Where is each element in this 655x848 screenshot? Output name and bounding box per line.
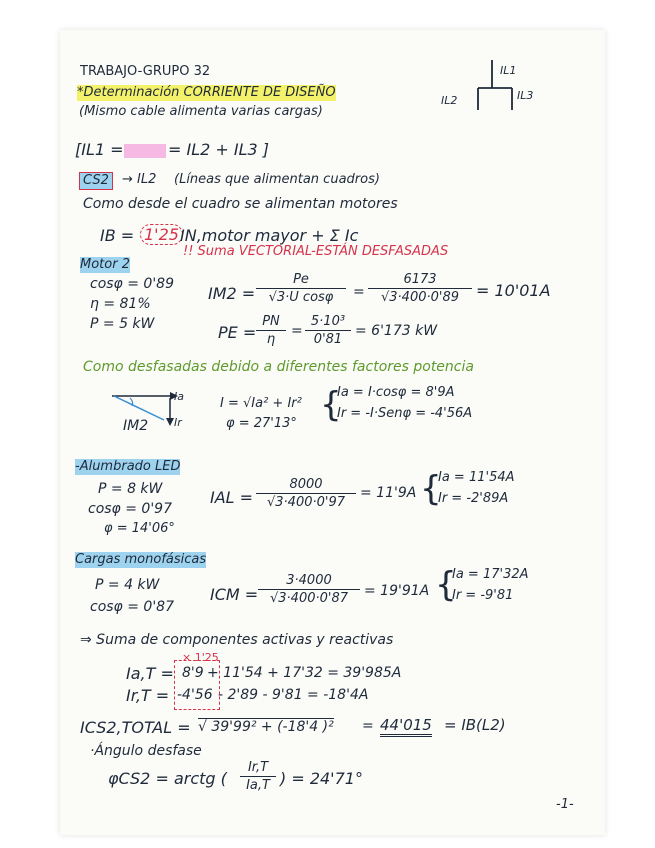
page-number: -1- xyxy=(556,797,574,812)
motor2-title: Motor 2 xyxy=(80,257,130,272)
eq-il1-left: [IL1 = xyxy=(75,140,124,159)
brace: { xyxy=(320,385,342,425)
ir-eq: Ir = -I·Senφ = -4'56A xyxy=(337,406,473,421)
mono-title: Cargas monofásicas xyxy=(75,552,207,567)
factor-125: × 1'25 xyxy=(182,651,219,664)
brace: { xyxy=(435,565,457,605)
led-ia: Ia = 11'54A xyxy=(438,470,515,485)
angle-result: ) = 24'71° xyxy=(280,769,363,788)
phi-eq: φ = 27'13° xyxy=(226,416,297,431)
section-heading-design-current: *Determinación CORRIENTE DE DISEÑO xyxy=(77,85,336,100)
iat-rest: + 11'54 + 17'32 = 39'985A xyxy=(207,665,402,681)
phi-cs2-label: φCS2 = arctg ( xyxy=(108,769,227,788)
pe-den: η xyxy=(266,332,276,347)
icm-num: 3·4000 xyxy=(286,573,332,588)
pe-label: PE = xyxy=(218,323,257,342)
cs2-note: (Líneas que alimentan cuadros) xyxy=(174,172,380,187)
total-ib: = IB(L2) xyxy=(444,716,506,734)
total-label: ICS2,TOTAL = xyxy=(80,718,191,737)
pe-fraction-numeric xyxy=(305,314,351,347)
irt-rest: - 2'89 - 9'81 = -18'4A xyxy=(218,687,369,703)
pe-fraction-symbolic xyxy=(256,314,286,347)
fraction-bar xyxy=(305,330,351,331)
im2-fraction-symbolic xyxy=(256,272,346,305)
irt-label: Ir,T = xyxy=(126,686,170,705)
motor2-power: P = 5 kW xyxy=(90,316,155,332)
irt-boxed: -4'56 xyxy=(177,687,213,703)
motor2-eta: η = 81% xyxy=(90,296,151,312)
equals-sign: = xyxy=(353,284,365,300)
phasor-ia: Ia xyxy=(174,390,184,403)
mono-power: P = 4 kW xyxy=(95,577,160,593)
fraction-bar xyxy=(256,288,346,289)
ib-prefix: IB = xyxy=(100,226,135,245)
cs2-arrow-il2: → IL2 xyxy=(122,172,157,187)
eq-il1-right: = IL2 + IL3 ] xyxy=(168,140,270,159)
arctg-den: Ia,T xyxy=(246,778,270,793)
total-value: 44'015 xyxy=(380,716,432,737)
total-sqrt: √ 39'99² + (-18'4 )² xyxy=(198,719,334,735)
fraction-bar xyxy=(256,493,356,494)
angle-title: ·Ángulo desfase xyxy=(90,743,202,759)
cs2-label: CS2 xyxy=(79,172,113,190)
mono-ia: Ia = 17'32A xyxy=(452,567,529,582)
motor2-cos: cosφ = 0'89 xyxy=(90,276,174,292)
diagram-il3: IL3 xyxy=(517,89,534,102)
line-suma-componentes: ⇒ Suma de componentes activas y reactivas xyxy=(80,632,394,648)
im2-num: Pe xyxy=(293,272,309,287)
ib-factor: 1'25 xyxy=(140,224,183,245)
im2-num-value: 6173 xyxy=(403,272,437,287)
im2-fraction-numeric xyxy=(368,272,472,305)
equals-sign: = xyxy=(291,323,303,339)
phasor-im2: IM2 xyxy=(123,418,149,434)
pe-num: PN xyxy=(262,314,280,329)
led-ir: Ir = -2'89A xyxy=(438,491,509,506)
icm-den: √3·400·0'87 xyxy=(269,591,349,606)
ial-result: = 11'9A xyxy=(360,485,417,501)
led-title: -Alumbrado LED xyxy=(75,459,181,474)
pe-den-value: 0'81 xyxy=(313,332,343,347)
line-desfasadas: Como desfasadas debido a diferentes factores potencia xyxy=(83,359,474,375)
iat-boxed: 8'9 xyxy=(182,665,204,681)
pe-num-value: 5·10³ xyxy=(310,314,346,329)
iat-label: Ia,T = xyxy=(126,664,174,683)
im2-den-value: √3·400·0'89 xyxy=(380,290,460,305)
im2-result: = 10'01A xyxy=(476,281,551,300)
led-power: P = 8 kW xyxy=(98,481,163,497)
diagram-il2: IL2 xyxy=(441,94,458,107)
page-title: TRABAJO-GRUPO 32 xyxy=(80,64,211,79)
phasor-ir: Ir xyxy=(174,416,182,429)
i-modulus-eq: I = √Ia² + Ir² xyxy=(220,396,302,411)
mono-cos: cosφ = 0'87 xyxy=(90,599,174,615)
pe-result: = 6'173 kW xyxy=(355,323,438,339)
ib-suffix: IN,motor mayor + Σ Ic xyxy=(180,226,359,245)
ial-num: 8000 xyxy=(289,477,323,492)
equals-sign: = xyxy=(362,718,374,734)
line-como-desde: Como desde el cuadro se alimentan motores xyxy=(83,196,398,212)
diagram-il1: IL1 xyxy=(500,64,517,77)
im2-label: IM2 = xyxy=(208,284,256,303)
ial-label: IAL = xyxy=(210,488,254,507)
fraction-bar xyxy=(256,330,286,331)
ia-eq: Ia = I·cosφ = 8'9A xyxy=(337,385,455,400)
highlight-mark xyxy=(124,144,166,158)
led-cos: cosφ = 0'97 xyxy=(88,501,172,517)
subtitle-same-cable: (Mismo cable alimenta varias cargas) xyxy=(79,104,323,119)
fraction-bar xyxy=(368,288,472,289)
arctg-num: Ir,T xyxy=(247,760,269,775)
led-phi: φ = 14'06° xyxy=(104,521,175,536)
ial-fraction xyxy=(256,477,356,510)
icm-label: ICM = xyxy=(210,585,259,604)
fraction-bar xyxy=(258,589,360,590)
vector-sum-note: !! Suma VECTORIAL-ESTÁN DESFASADAS xyxy=(183,244,449,259)
icm-fraction xyxy=(258,573,360,606)
brace: { xyxy=(420,469,442,509)
icm-result: = 19'91A xyxy=(364,583,430,599)
ial-den: √3·400·0'97 xyxy=(266,495,346,510)
mono-ir: Ir = -9'81 xyxy=(452,588,514,603)
fraction-bar xyxy=(240,776,276,777)
arctg-fraction xyxy=(240,760,276,793)
im2-den: √3·U cosφ xyxy=(268,290,334,305)
